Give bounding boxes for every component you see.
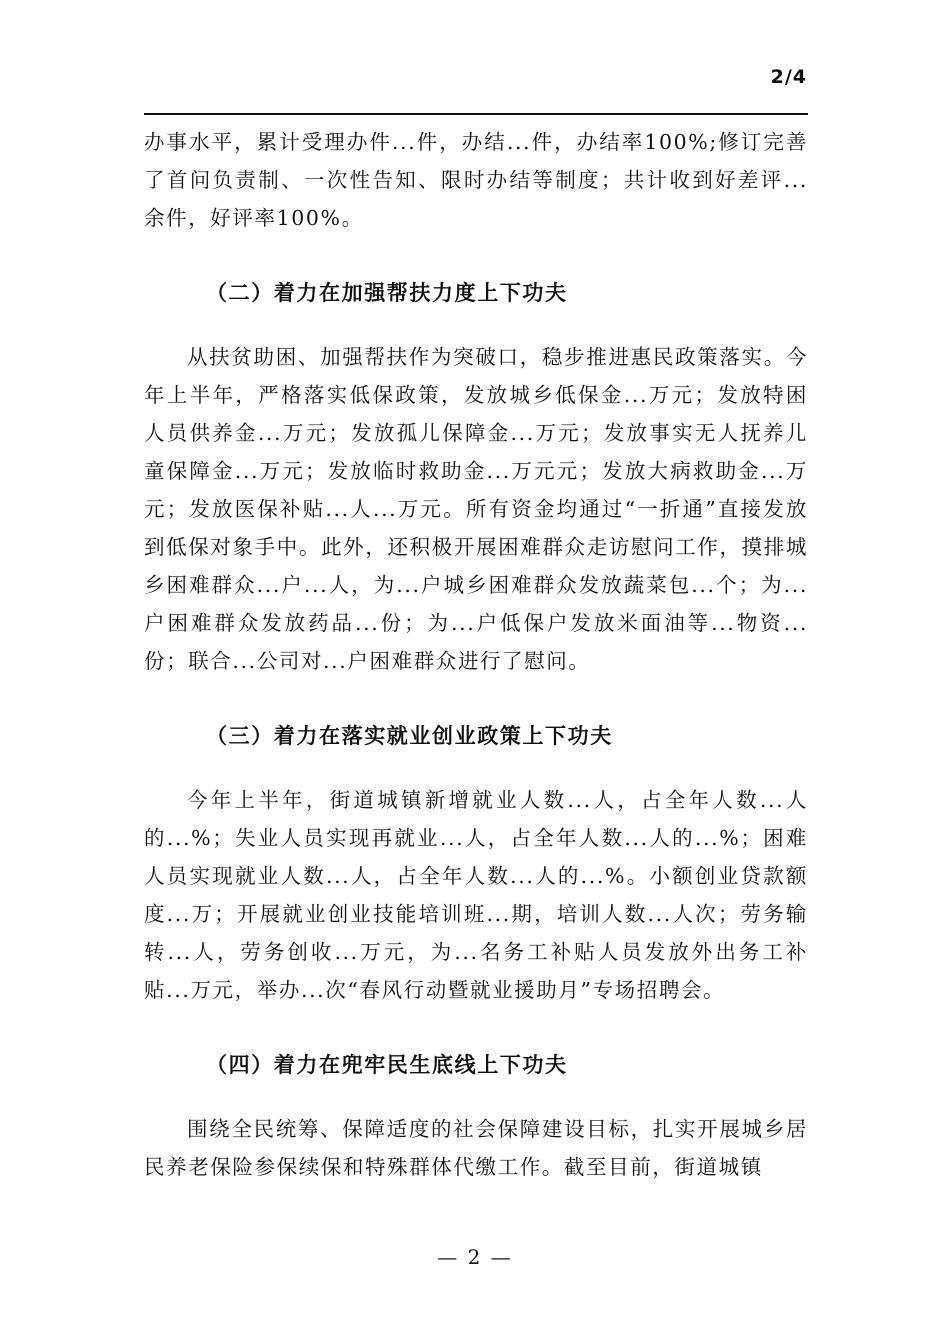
- paragraph-employment: 今年上半年，街道城镇新增就业人数...人，占全年人数...人的...%；失业人员实现再就业...人，占全年人数...人的...%；困难人员实现就业人数...人，占全年人数...人的...%。小额创业贷款额度...万；开展就业创业技能培训班...期，培训人数...人次；劳务输转...人，劳务创收...万元，为...名务工补贴人员发放外出务工补贴...万元，举办...次“春风行动暨就业援助月”专场招聘会。: [144, 788, 808, 1002]
- spacer: [144, 755, 808, 781]
- spacer: [144, 237, 808, 274]
- paragraph-continuation: 办事水平，累计受理办件...件，办结...件，办结率100%;修订完善了首问负责制、一次性告知、限时办结等制度；共计收到好差评...余件，好评率100%。: [144, 130, 808, 230]
- paragraph-social-security: 围绕全民统筹、保障适度的社会保障建设目标，扎实开展城乡居民养老保险参保续保和特殊群体代缴工作。截至目前，街道城镇: [144, 1117, 808, 1179]
- paragraph-assistance: 从扶贫助困、加强帮扶作为突破口，稳步推进惠民政策落实。今年上半年，严格落实低保政策，发放城乡低保金...万元；发放特困人员供养金...万元；发放孤儿保障金...万元；发放事实无人抚养儿童保障金...万元；发放临时救助金...万元元；发放大病救助金...万元；发放医保补贴...人...万元。所有资金均通过“一折通”直接发放到低保对象手中。此外，还积极开展困难群众走访慰问工作，摸排城乡困难群众...户...人，为...户城乡困难群众发放蔬菜包...个；为...户困难群众发放药品...份；为...户低保户发放米面油等...物资...份；联合...公司对...户困难群众进行了慰问。: [144, 345, 808, 673]
- section-heading-3: （三）着力在落实就业创业政策上下功夫: [206, 724, 613, 748]
- spacer: [144, 312, 808, 338]
- footer-page-number: — 2 —: [437, 1245, 513, 1269]
- spacer: [144, 1009, 808, 1046]
- spacer: [144, 1084, 808, 1110]
- document-body: [144, 123, 808, 1186]
- header-divider: [144, 113, 808, 115]
- spacer: [144, 680, 808, 717]
- section-heading-4: （四）着力在兜牢民生底线上下功夫: [206, 1053, 568, 1077]
- page-counter: 2/4: [770, 66, 807, 88]
- section-heading-2: （二）着力在加强帮扶力度上下功夫: [206, 281, 568, 305]
